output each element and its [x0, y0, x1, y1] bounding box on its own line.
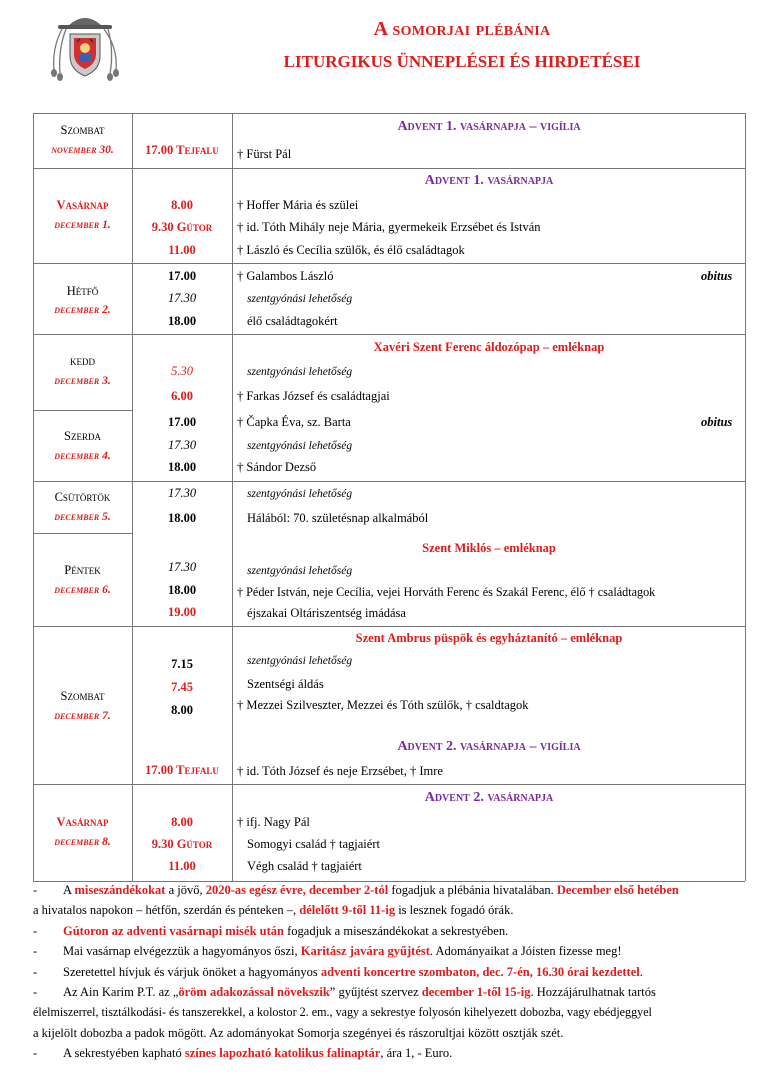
- row-divider: [33, 533, 132, 534]
- mass-time: 7.45: [171, 680, 193, 694]
- day-date: december 8.: [54, 836, 111, 848]
- mass-time: 9.30 Gútor: [151, 837, 213, 851]
- day-name: Hétfő: [66, 284, 99, 298]
- list-bullet: -: [33, 964, 38, 979]
- mass-time: 8.00: [171, 815, 193, 829]
- mass-time: 17.30: [167, 438, 197, 452]
- day-name: Szombat: [60, 689, 105, 703]
- announcement-item: - Gútoron az adventi vasárnapi misék után fogadjuk a miseszándékokat a sekrestyében.: [33, 921, 745, 941]
- mass-intention: élő családtagokért: [247, 314, 338, 328]
- mass-intention: szentgyónási lehetőség: [247, 440, 353, 452]
- mass-intention: szentgyónási lehetőség: [247, 565, 353, 577]
- day-date: december 7.: [54, 710, 111, 722]
- mass-time: 19.00: [167, 605, 197, 619]
- day-date: december 6.: [54, 584, 111, 596]
- mass-time: 9.30 Gútor: [151, 220, 213, 234]
- mass-time: 18.00: [167, 460, 197, 474]
- mass-intention: szentgyónási lehetőség: [247, 293, 353, 305]
- mass-intention: † Hoffer Mária és szülei: [237, 198, 359, 212]
- announcement-item: - Az Ain Karim P.T. az „öröm adakozással növekszik” gyűjtést szervez december 1-től 15-ig. Hozzájárulhatnak tartós élelmiszerrel, tisztálkodási- és tanszerekkel, a kolostor 2. em., vagy a sekrestye folyosón kihelyezett dobozba, vagy ebédjeggyel a kijelölt dobozba a padok mögött. Az adományokat Somorja szegényei és rászorultjai között osztják szét.: [33, 982, 745, 1043]
- obitus-label: obitus: [701, 269, 733, 283]
- mass-intention: † Galambos László: [237, 269, 334, 283]
- day-name: Szerda: [64, 429, 101, 443]
- feast-heading: Szent Miklós – emléknap: [422, 541, 556, 555]
- row-divider: [33, 263, 745, 264]
- list-bullet: -: [33, 923, 38, 938]
- day-name: Vasárnap: [56, 815, 109, 829]
- mass-time: 17.30: [167, 291, 197, 305]
- mass-intention: † Sándor Dezső: [237, 460, 317, 474]
- mass-time: 7.15: [171, 657, 193, 671]
- table-border-top: [33, 113, 745, 114]
- day-date: december 5.: [54, 511, 111, 523]
- announcement-item: - Szeretettel hívjuk és várjuk önöket a hagyományos adventi koncertre szombaton, dec. 7-én, 16.30 órai kezdettel.: [33, 962, 745, 982]
- row-divider: [33, 784, 745, 785]
- list-bullet: -: [33, 944, 38, 959]
- mass-intention: Somogyi család † tagjaiért: [247, 837, 380, 851]
- mass-time: 17.00 Tejfalu: [145, 143, 219, 157]
- page-title: A somorjai plébánia: [373, 18, 551, 40]
- mass-time: 17.30: [167, 560, 197, 574]
- mass-time: 18.00: [167, 511, 197, 525]
- mass-time: 8.00: [171, 198, 193, 212]
- mass-intention: † ifj. Nagy Pál: [237, 815, 310, 829]
- mass-time: 17.00: [167, 415, 197, 429]
- announcement-item: - A miseszándékokat a jövő, 2020-as egész évre, december 2-tól fogadjuk a plébánia hivatalában. December első hetében a hivatalos napokon – hétfőn, szerdán és pénteken –, délelőtt 9-től 11-ig is lesznek fogadó órák.: [33, 880, 745, 921]
- mass-intention: † id. Tóth Mihály neje Mária, gyermekeik Erzsébet és István: [237, 220, 541, 234]
- feast-heading: Advent 1. vasárnapja – vigília: [397, 119, 581, 134]
- day-date: december 4.: [54, 450, 111, 462]
- mass-intention: † László és Cecília szülők, és élő családtagok: [237, 243, 465, 257]
- mass-intention: éjszakai Oltáriszentség imádása: [247, 606, 406, 620]
- mass-intention: † Mezzei Szilveszter, Mezzei és Tóth szülők, † csaldtagok: [237, 698, 529, 712]
- parish-crest-icon: [44, 8, 126, 86]
- list-bullet: -: [33, 1046, 38, 1061]
- mass-intention: Végh család † tagjaiért: [247, 859, 362, 873]
- feast-heading: Advent 2. vasárnapja – vigília: [397, 739, 581, 754]
- mass-time: 5.30: [171, 364, 193, 378]
- table-border-right: [745, 113, 746, 881]
- mass-time: 17.30: [167, 486, 197, 500]
- day-name: Vasárnap: [56, 198, 109, 212]
- mass-time: 11.00: [168, 243, 196, 257]
- mass-intention: Szentségi áldás: [247, 677, 324, 691]
- row-divider: [33, 334, 745, 335]
- day-name: Péntek: [64, 563, 101, 577]
- announcement-item: - A sekrestyében kapható színes lapozható katolikus falinaptár, ára 1, - Euro.: [33, 1043, 745, 1063]
- mass-intention: † Čapka Éva, sz. Barta: [237, 415, 351, 429]
- mass-time: 18.00: [167, 314, 197, 328]
- obitus-label: obitus: [701, 415, 733, 429]
- mass-intention: † Péder István, neje Cecília, vejei Horváth Ferenc és Szakál Ferenc, élő † családtagok: [237, 585, 656, 599]
- day-date: december 1.: [54, 219, 111, 231]
- row-divider: [33, 626, 745, 627]
- list-bullet: -: [33, 985, 38, 1000]
- list-bullet: -: [33, 883, 38, 897]
- day-name: Szombat: [60, 123, 105, 137]
- feast-heading: Szent Ambrus püspök és egyháztanító – emléknap: [355, 631, 623, 645]
- mass-intention: Hálából: 70. születésnap alkalmából: [247, 511, 429, 525]
- day-date: december 3.: [54, 375, 111, 387]
- day-date: november 30.: [51, 144, 114, 156]
- mass-intention: szentgyónási lehetőség: [247, 655, 353, 667]
- column-divider-time-intention: [232, 113, 233, 881]
- mass-time: 6.00: [171, 389, 193, 403]
- day-date: december 2.: [54, 304, 111, 316]
- day-name: kedd: [70, 354, 95, 368]
- mass-time: 17.00 Tejfalu: [145, 763, 219, 777]
- mass-intention: † id. Tóth József és neje Erzsébet, † Imre: [237, 764, 443, 778]
- feast-heading: Advent 1. vasárnapja: [424, 173, 554, 188]
- mass-intention: szentgyónási lehetőség: [247, 366, 353, 378]
- mass-time: 8.00: [171, 703, 193, 717]
- mass-intention: † Farkas József és családtagjai: [237, 389, 390, 403]
- day-name: Csütörtök: [54, 490, 111, 504]
- feast-heading: Advent 2. vasárnapja: [424, 790, 554, 805]
- feast-heading: Xavéri Szent Ferenc áldozópap – emléknap: [373, 340, 605, 354]
- announcement-item: - Mai vasárnap elvégezzük a hagyományos őszi, Karitász javára gyűjtést. Adományaikat a Jóisten fizesse meg!: [33, 941, 745, 961]
- announcements: [33, 880, 745, 1064]
- liturgical-schedule-table: [33, 113, 745, 881]
- mass-time: 17.00: [167, 269, 197, 283]
- mass-time: 18.00: [167, 583, 197, 597]
- page-header: [0, 0, 764, 100]
- mass-intention: szentgyónási lehetőség: [247, 488, 353, 500]
- mass-intention: † Fürst Pál: [237, 147, 292, 161]
- row-divider: [33, 481, 745, 482]
- mass-time: 11.00: [168, 859, 196, 873]
- page-subtitle: LITURGIKUS ÜNNEPLÉSEI ÉS HIRDETÉSEI: [283, 52, 641, 71]
- row-divider: [33, 168, 745, 169]
- row-divider: [33, 410, 132, 411]
